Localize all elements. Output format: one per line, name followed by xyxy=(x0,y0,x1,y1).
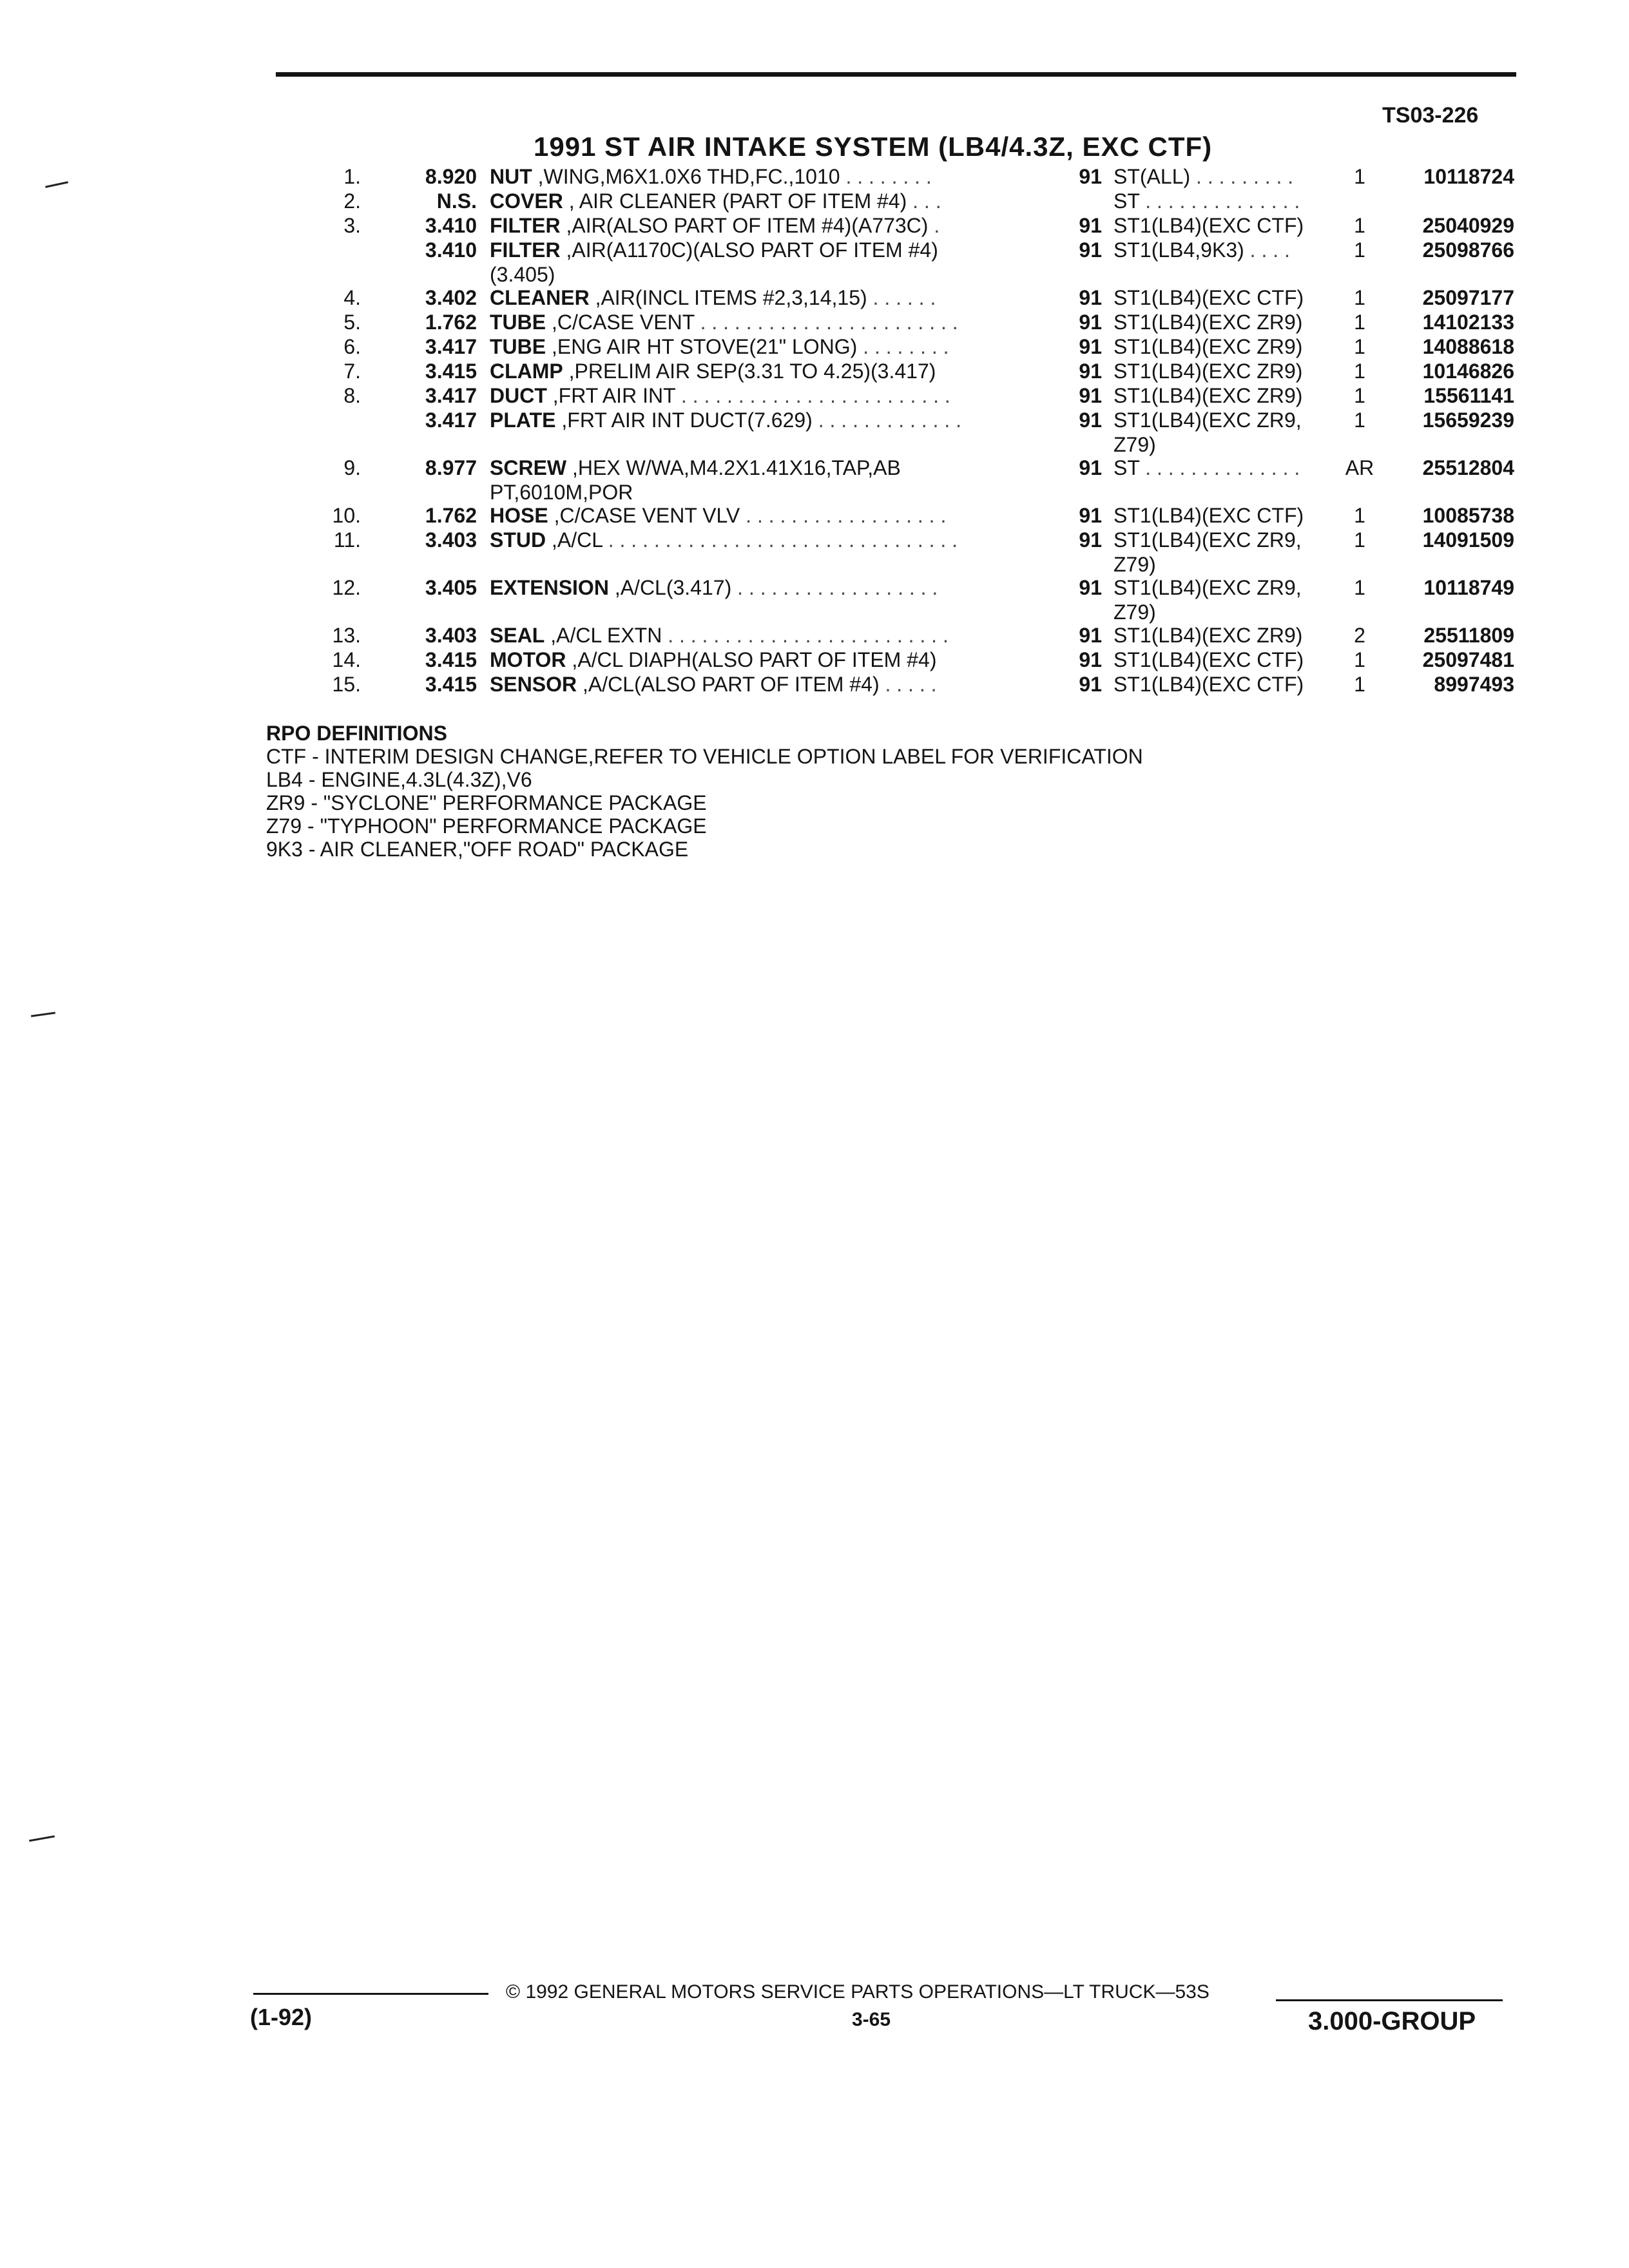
part-description xyxy=(490,575,1025,600)
leader-dots: . . . . . . . . . . . . . xyxy=(812,408,961,432)
part-row xyxy=(0,189,1629,213)
leader-dots: . . . . . . . . . xyxy=(1190,165,1294,188)
model-text: ST1(LB4)(EXC CTF) xyxy=(1113,214,1304,237)
leader-dots: . . . . . . . . . . . . . . xyxy=(1139,189,1300,213)
model-year: 91 xyxy=(1079,384,1102,407)
part-detail: ,A/CL DIAPH(ALSO PART OF ITEM #4) xyxy=(566,648,937,671)
part-description xyxy=(490,334,1025,359)
group-number: 8.977 xyxy=(425,456,477,479)
model-usage xyxy=(1113,623,1333,648)
model-text: ST1(LB4)(EXC ZR9) xyxy=(1113,624,1303,647)
item-number: 10. xyxy=(332,504,361,527)
model-usage xyxy=(1113,383,1333,408)
model-year: 91 xyxy=(1079,504,1102,527)
model-usage xyxy=(1113,456,1333,480)
part-detail: ,C/CASE VENT xyxy=(546,311,695,334)
leader-dots: . xyxy=(928,214,940,237)
page-title: 1991 ST AIR INTAKE SYSTEM (LB4/4.3Z, EXC CTF) xyxy=(534,131,1213,162)
model-usage xyxy=(1113,575,1333,600)
part-row-continuation xyxy=(0,480,1629,503)
part-detail: ,A/CL(3.417) xyxy=(608,576,732,599)
model-usage xyxy=(1113,359,1333,383)
part-detail: ,AIR(A1170C)(ALSO PART OF ITEM #4) xyxy=(560,238,938,262)
part-row xyxy=(0,359,1629,383)
part-row xyxy=(0,456,1629,480)
part-description-continued: PT,6010M,POR xyxy=(490,481,633,504)
part-row-continuation xyxy=(0,432,1629,456)
item-number: 4. xyxy=(343,286,361,309)
item-number: 8. xyxy=(343,384,361,407)
rpo-definitions xyxy=(266,722,1143,861)
leader-dots: . . . . . . . . . . . . . . . . . . xyxy=(740,504,947,527)
quantity: 1 xyxy=(1354,214,1365,237)
model-usage-continued: Z79) xyxy=(1113,601,1156,624)
model-usage xyxy=(1113,213,1333,238)
group-number: 1.762 xyxy=(425,504,477,527)
part-number: 10146826 xyxy=(1422,360,1514,383)
model-usage xyxy=(1113,503,1333,528)
leader-dots: . . . . xyxy=(1244,238,1290,262)
part-detail: ,PRELIM AIR SEP(3.31 TO 4.25)(3.417) xyxy=(563,360,936,383)
part-row xyxy=(0,623,1629,648)
leader-dots: . . . . . . . . . . . . . . . . . . . . . . . . . xyxy=(662,624,949,647)
group-number: 1.762 xyxy=(425,311,477,334)
rpo-line: ZR9 - "SYCLONE" PERFORMANCE PACKAGE xyxy=(266,791,707,814)
model-year: 91 xyxy=(1079,528,1102,552)
part-row xyxy=(0,648,1629,672)
model-usage xyxy=(1113,189,1333,213)
footer-copyright: © 1992 GENERAL MOTORS SERVICE PARTS OPERATIONS—LT TRUCK—53S xyxy=(506,1981,1210,2003)
rpo-heading: RPO DEFINITIONS xyxy=(266,722,447,745)
quantity: 1 xyxy=(1354,528,1365,552)
group-number: 3.410 xyxy=(425,214,477,237)
part-name: PLATE xyxy=(490,408,556,432)
leader-dots: . . . . . . . . . . . . . . . . . . xyxy=(731,576,938,599)
part-name: CLAMP xyxy=(490,360,563,383)
part-detail: ,FRT AIR INT DUCT(7.629) xyxy=(555,408,813,432)
model-usage xyxy=(1113,334,1333,359)
footer-rule-left xyxy=(253,1993,488,1995)
item-number: 11. xyxy=(333,528,361,552)
model-year: 91 xyxy=(1079,311,1102,334)
part-number: 8997493 xyxy=(1434,673,1514,696)
part-name: TUBE xyxy=(490,335,546,358)
part-detail: ,AIR(INCL ITEMS #2,3,14,15) xyxy=(589,286,867,309)
part-description-continued: (3.405) xyxy=(490,263,555,286)
part-description xyxy=(490,648,1025,672)
model-text: ST1(LB4)(EXC ZR9, xyxy=(1113,408,1302,432)
item-number: 15. xyxy=(332,673,361,696)
part-description xyxy=(490,456,1025,480)
model-text: ST1(LB4,9K3) xyxy=(1113,238,1244,262)
model-year: 91 xyxy=(1079,286,1102,309)
item-number: 14. xyxy=(332,648,361,671)
quantity: 2 xyxy=(1354,624,1365,647)
part-row-continuation xyxy=(0,262,1629,285)
rpo-line: LB4 - ENGINE,4.3L(4.3Z),V6 xyxy=(266,768,532,791)
part-description xyxy=(490,383,1025,408)
quantity: 1 xyxy=(1354,286,1365,309)
part-description xyxy=(490,238,1025,262)
part-number: 25097481 xyxy=(1422,648,1514,671)
part-row xyxy=(0,575,1629,600)
rpo-line: CTF - INTERIM DESIGN CHANGE,REFER TO VEHICLE OPTION LABEL FOR VERIFICATION xyxy=(266,745,1143,768)
group-number: 8.920 xyxy=(425,165,477,188)
item-number: 9. xyxy=(343,456,361,479)
part-row xyxy=(0,408,1629,432)
part-row xyxy=(0,528,1629,552)
model-text: ST1(LB4)(EXC CTF) xyxy=(1113,648,1304,671)
part-row-continuation xyxy=(0,552,1629,575)
part-detail: ,FRT AIR INT xyxy=(546,384,676,407)
margin-mark xyxy=(29,1836,55,1842)
part-number: 25098766 xyxy=(1422,238,1514,262)
quantity: 1 xyxy=(1354,504,1365,527)
part-description xyxy=(490,359,1025,383)
item-number: 13. xyxy=(332,624,361,647)
part-number: 15561141 xyxy=(1423,384,1514,407)
part-row xyxy=(0,310,1629,334)
model-year: 91 xyxy=(1079,456,1102,479)
group-number: 3.417 xyxy=(425,408,477,432)
model-usage xyxy=(1113,648,1333,672)
part-row xyxy=(0,164,1629,189)
footer-rule-right xyxy=(1276,1999,1503,2001)
part-number: 15659239 xyxy=(1422,408,1514,432)
part-row-continuation xyxy=(0,600,1629,623)
model-year: 91 xyxy=(1079,214,1102,237)
leader-dots: . . . . . . . . . . . . . . xyxy=(1139,456,1300,479)
model-year: 91 xyxy=(1079,360,1102,383)
model-year: 91 xyxy=(1079,335,1102,358)
part-number: 14091509 xyxy=(1422,528,1514,552)
part-row xyxy=(0,238,1629,262)
part-row xyxy=(0,672,1629,697)
item-number: 5. xyxy=(343,311,361,334)
group-number: 3.410 xyxy=(425,238,477,262)
part-name: SCREW xyxy=(490,456,567,479)
margin-mark xyxy=(31,1012,55,1017)
model-year: 91 xyxy=(1079,238,1102,262)
page-code: TS03-226 xyxy=(1382,103,1479,128)
footer-date: (1-92) xyxy=(250,2004,313,2030)
part-detail: ,A/CL EXTN xyxy=(545,624,662,647)
part-number: 25512804 xyxy=(1422,456,1514,479)
part-number: 25040929 xyxy=(1422,214,1514,237)
part-name: COVER xyxy=(490,189,563,213)
part-detail: ,HEX W/WA,M4.2X1.41X16,TAP,AB xyxy=(566,456,901,479)
model-usage xyxy=(1113,164,1333,189)
quantity: 1 xyxy=(1354,165,1365,188)
top-rule xyxy=(276,72,1516,77)
part-name: FILTER xyxy=(490,238,561,262)
item-number: 12. xyxy=(332,576,361,599)
group-number: 3.415 xyxy=(425,648,477,671)
model-usage-continued: Z79) xyxy=(1113,433,1156,456)
part-detail: ,A/CL(ALSO PART OF ITEM #4) xyxy=(577,673,880,696)
part-name: TUBE xyxy=(490,311,546,334)
part-description xyxy=(490,528,1025,552)
part-description xyxy=(490,408,1025,432)
model-year: 91 xyxy=(1079,648,1102,671)
part-description xyxy=(490,189,1025,213)
leader-dots: . . . . . . . . . . . . . . . . . . . . . . . . . . . . . . . xyxy=(602,528,958,552)
quantity: 1 xyxy=(1354,673,1365,696)
part-number: 25097177 xyxy=(1422,286,1514,309)
part-description xyxy=(490,623,1025,648)
model-text: ST1(LB4)(EXC ZR9) xyxy=(1113,335,1303,358)
part-row xyxy=(0,503,1629,528)
part-description xyxy=(490,310,1025,334)
part-name: MOTOR xyxy=(490,648,566,671)
item-number: 1. xyxy=(343,165,361,188)
part-number: 14088618 xyxy=(1422,335,1514,358)
footer-group: 3.000-GROUP xyxy=(1308,2007,1476,2035)
model-text: ST(ALL) xyxy=(1113,165,1191,188)
part-detail: ,C/CASE VENT VLV xyxy=(548,504,740,527)
quantity: AR xyxy=(1345,456,1374,479)
part-detail: ,AIR(ALSO PART OF ITEM #4)(A773C) xyxy=(560,214,929,237)
part-name: HOSE xyxy=(490,504,548,527)
leader-dots: . . . xyxy=(907,189,941,213)
model-usage xyxy=(1113,310,1333,334)
part-description xyxy=(490,285,1025,310)
item-number: 6. xyxy=(343,335,361,358)
model-text: ST1(LB4)(EXC ZR9, xyxy=(1113,576,1302,599)
parts-list xyxy=(0,164,1629,697)
leader-dots: . . . . . . . . . . . . . . . . . . . . . . . xyxy=(694,311,958,334)
part-number: 10118749 xyxy=(1423,576,1514,599)
part-description xyxy=(490,164,1025,189)
part-detail: , AIR CLEANER (PART OF ITEM #4) xyxy=(563,189,907,213)
part-description xyxy=(490,213,1025,238)
item-number: 3. xyxy=(343,214,361,237)
quantity: 1 xyxy=(1354,311,1365,334)
model-text: ST1(LB4)(EXC ZR9) xyxy=(1113,311,1303,334)
quantity: 1 xyxy=(1354,335,1365,358)
leader-dots: . . . . . . . . . . . . . . . . . . . . . . . . xyxy=(675,384,950,407)
model-text: ST1(LB4)(EXC CTF) xyxy=(1113,673,1304,696)
part-name: STUD xyxy=(490,528,546,552)
part-name: CLEANER xyxy=(490,286,590,309)
model-year: 91 xyxy=(1079,408,1102,432)
group-number: 3.415 xyxy=(425,360,477,383)
group-number: N.S. xyxy=(436,189,477,213)
part-number: 10085738 xyxy=(1422,504,1514,527)
part-name: SEAL xyxy=(490,624,545,647)
model-year: 91 xyxy=(1079,673,1102,696)
leader-dots: . . . . . . . . xyxy=(857,335,949,358)
model-year: 91 xyxy=(1079,624,1102,647)
quantity: 1 xyxy=(1354,238,1365,262)
group-number: 3.405 xyxy=(425,576,477,599)
part-name: SENSOR xyxy=(490,673,577,696)
part-description xyxy=(490,672,1025,697)
rpo-line: Z79 - "TYPHOON" PERFORMANCE PACKAGE xyxy=(266,814,707,838)
quantity: 1 xyxy=(1354,576,1365,599)
model-year: 91 xyxy=(1079,165,1102,188)
part-row xyxy=(0,213,1629,238)
model-text: ST xyxy=(1113,456,1140,479)
part-number: 10118724 xyxy=(1423,165,1514,188)
item-number: 7. xyxy=(343,360,361,383)
footer-page-number: 3-65 xyxy=(852,2009,891,2030)
quantity: 1 xyxy=(1354,384,1365,407)
part-row xyxy=(0,285,1629,310)
model-text: ST1(LB4)(EXC CTF) xyxy=(1113,286,1304,309)
model-text: ST xyxy=(1113,189,1140,213)
group-number: 3.417 xyxy=(425,384,477,407)
part-name: EXTENSION xyxy=(490,576,609,599)
model-text: ST1(LB4)(EXC ZR9) xyxy=(1113,384,1303,407)
leader-dots: . . . . . . . . xyxy=(840,165,932,188)
model-usage xyxy=(1113,528,1333,552)
model-text: ST1(LB4)(EXC ZR9) xyxy=(1113,360,1303,383)
rpo-line: 9K3 - AIR CLEANER,"OFF ROAD" PACKAGE xyxy=(266,838,689,861)
part-detail: ,A/CL xyxy=(546,528,602,552)
model-text: ST1(LB4)(EXC CTF) xyxy=(1113,504,1304,527)
group-number: 3.402 xyxy=(425,286,477,309)
group-number: 3.417 xyxy=(425,335,477,358)
quantity: 1 xyxy=(1354,648,1365,671)
quantity: 1 xyxy=(1354,360,1365,383)
part-number: 14102133 xyxy=(1422,311,1514,334)
group-number: 3.403 xyxy=(425,528,477,552)
part-name: FILTER xyxy=(490,214,561,237)
part-detail: ,WING,M6X1.0X6 THD,FC.,1010 xyxy=(532,165,840,188)
part-detail: ,ENG AIR HT STOVE(21" LONG) xyxy=(546,335,858,358)
model-usage-continued: Z79) xyxy=(1113,553,1156,576)
model-usage xyxy=(1113,408,1333,432)
model-text: ST1(LB4)(EXC ZR9, xyxy=(1113,528,1302,552)
quantity: 1 xyxy=(1354,408,1365,432)
part-name: DUCT xyxy=(490,384,547,407)
part-description xyxy=(490,503,1025,528)
model-usage xyxy=(1113,238,1333,262)
model-year: 91 xyxy=(1079,576,1102,599)
group-number: 3.415 xyxy=(425,673,477,696)
part-row xyxy=(0,334,1629,359)
part-row xyxy=(0,383,1629,408)
group-number: 3.403 xyxy=(425,624,477,647)
model-usage xyxy=(1113,672,1333,697)
item-number: 2. xyxy=(343,189,361,213)
part-number: 25511809 xyxy=(1423,624,1514,647)
leader-dots: . . . . . . xyxy=(867,286,936,309)
part-name: NUT xyxy=(490,165,532,188)
model-usage xyxy=(1113,285,1333,310)
leader-dots: . . . . . xyxy=(879,673,937,696)
